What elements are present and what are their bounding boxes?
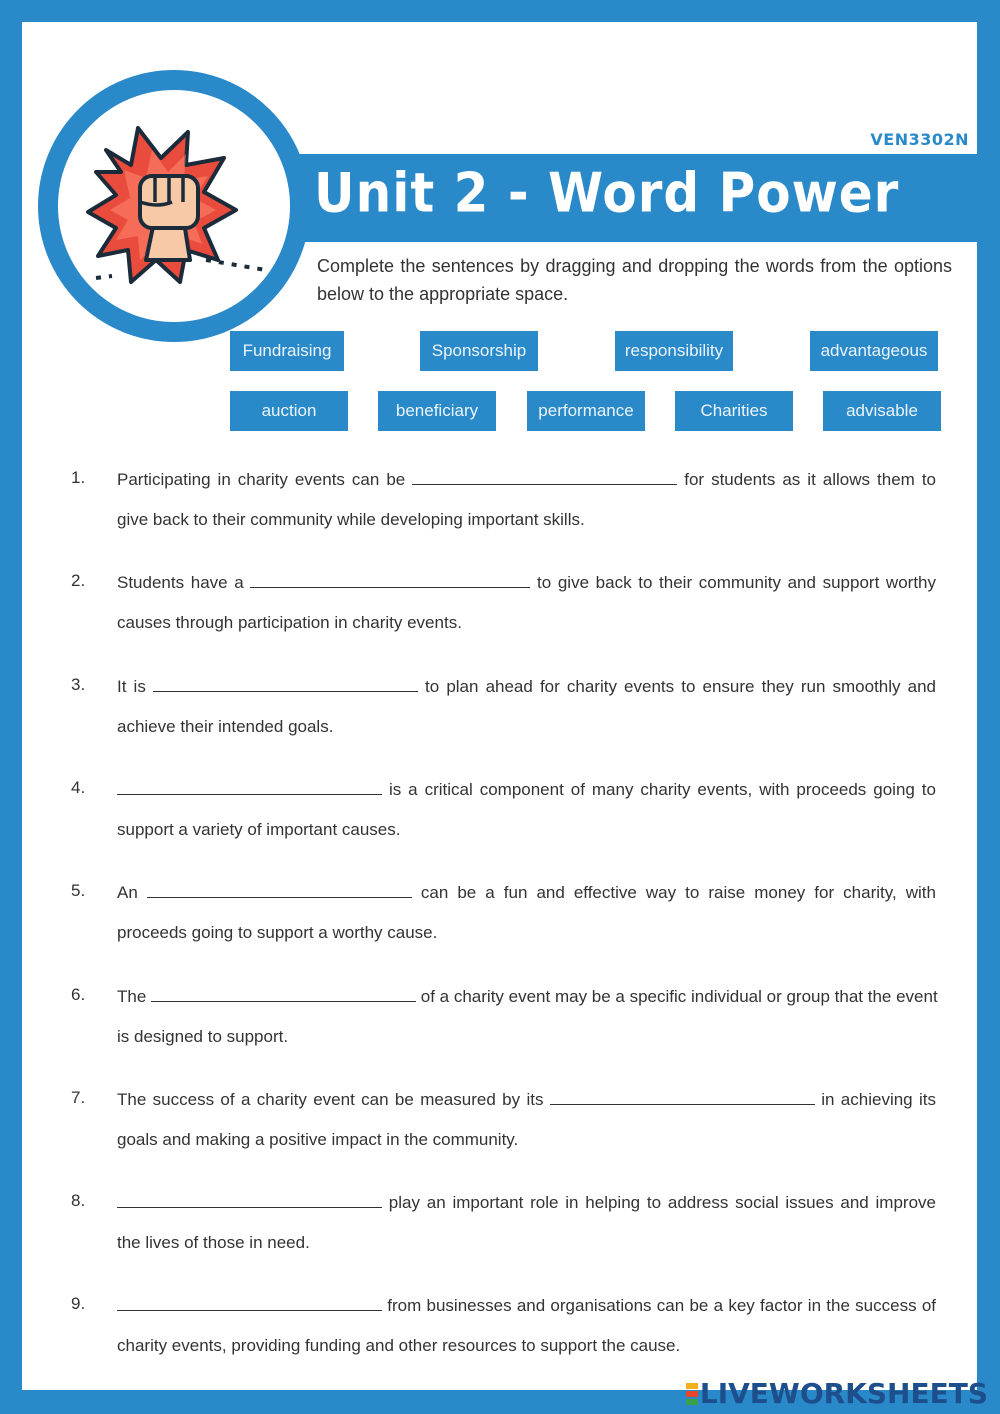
question-sentence bbox=[117, 1086, 936, 1112]
sentence-continuation: charity events, providing funding and other resources to support the cause. bbox=[117, 1336, 681, 1355]
question-number: 3. bbox=[71, 675, 86, 694]
sentence-after: for students as it allows them to bbox=[684, 470, 936, 489]
sentence-after: in achieving its bbox=[821, 1090, 936, 1109]
word-chip-advisable[interactable]: advisable bbox=[823, 391, 941, 431]
word-chip-auction[interactable]: auction bbox=[230, 391, 348, 431]
sentence-before: It is bbox=[117, 677, 146, 696]
question-sentence bbox=[117, 1189, 936, 1215]
sentence-continuation: support a variety of important causes. bbox=[117, 820, 401, 839]
sentence-after: to plan ahead for charity events to ensure they run smoothly and bbox=[425, 677, 936, 696]
question-number: 7. bbox=[71, 1088, 86, 1107]
sentence-before: An bbox=[117, 883, 138, 902]
question-sentence bbox=[117, 983, 936, 1009]
word-chip-performance[interactable]: performance bbox=[527, 391, 645, 431]
sentence-before: Students have a bbox=[117, 573, 244, 592]
sentence-continuation: the lives of those in need. bbox=[117, 1233, 310, 1252]
sentence-continuation: achieve their intended goals. bbox=[117, 717, 334, 736]
sentence-continuation: goals and making a positive impact in the community. bbox=[117, 1130, 519, 1149]
logo-text: LIVEWORKSHEETS bbox=[699, 1377, 988, 1410]
sentence-after: from businesses and organisations can be a key factor in the success of bbox=[387, 1296, 937, 1315]
answer-drop-zone[interactable] bbox=[117, 776, 382, 795]
question-number: 1. bbox=[71, 468, 86, 487]
word-chip-responsibility[interactable]: responsibility bbox=[615, 331, 733, 371]
question-number: 2. bbox=[71, 571, 86, 590]
worksheet-code: VEN3302N bbox=[870, 130, 969, 149]
sentence-after: to give back to their community and support worthy bbox=[537, 573, 937, 592]
answer-drop-zone[interactable] bbox=[412, 466, 677, 485]
question-sentence bbox=[117, 776, 936, 802]
question-number: 4. bbox=[71, 778, 86, 797]
word-chip-sponsorship[interactable]: Sponsorship bbox=[420, 331, 538, 371]
word-chip-fundraising[interactable]: Fundraising bbox=[230, 331, 344, 371]
question-sentence bbox=[117, 879, 936, 905]
answer-drop-zone[interactable] bbox=[250, 569, 530, 588]
question-sentence bbox=[117, 569, 936, 595]
logo-mark-icon bbox=[686, 1382, 698, 1406]
page-title: Unit 2 - Word Power bbox=[314, 162, 900, 225]
question-sentence bbox=[117, 466, 936, 492]
sentence-before: Participating in charity events can be bbox=[117, 470, 406, 489]
sentence-after: is a critical component of many charity events, with proceeds going to bbox=[388, 780, 936, 799]
answer-drop-zone[interactable] bbox=[117, 1189, 382, 1208]
word-chip-advantageous[interactable]: advantageous bbox=[810, 331, 938, 371]
answer-drop-zone[interactable] bbox=[153, 673, 418, 692]
instructions-text: Complete the sentences by dragging and dropping the words from the options below to the appropriate space. bbox=[317, 256, 952, 304]
header-badge bbox=[38, 70, 310, 342]
question-sentence bbox=[117, 1292, 936, 1318]
question-sentence bbox=[117, 673, 936, 699]
sentence-after: can be a fun and effective way to raise money for charity, with bbox=[420, 883, 936, 902]
sentence-continuation: is designed to support. bbox=[117, 1027, 289, 1046]
sentence-continuation: proceeds going to support a worthy cause. bbox=[117, 923, 438, 942]
question-number: 8. bbox=[71, 1191, 86, 1210]
raised-fist-icon bbox=[76, 110, 266, 300]
question-number: 5. bbox=[71, 881, 86, 900]
word-chip-charities[interactable]: Charities bbox=[675, 391, 793, 431]
sentence-continuation: give back to their community while developing important skills. bbox=[117, 510, 585, 529]
question-number: 6. bbox=[71, 985, 86, 1004]
worksheet-page bbox=[22, 22, 977, 1390]
sentence-continuation: causes through participation in charity events. bbox=[117, 613, 462, 632]
sentence-before: The bbox=[117, 987, 147, 1006]
answer-drop-zone[interactable] bbox=[151, 983, 416, 1002]
answer-drop-zone[interactable] bbox=[550, 1086, 815, 1105]
word-chip-beneficiary[interactable]: beneficiary bbox=[378, 391, 496, 431]
question-number: 9. bbox=[71, 1294, 86, 1313]
answer-drop-zone[interactable] bbox=[147, 879, 412, 898]
sentence-after: play an important role in helping to address social issues and improve bbox=[388, 1193, 936, 1212]
sentence-before: The success of a charity event can be measured by its bbox=[117, 1090, 544, 1109]
answer-drop-zone[interactable] bbox=[117, 1292, 382, 1311]
liveworksheets-logo[interactable] bbox=[686, 1377, 988, 1410]
sentence-after: of a charity event may be a specific individual or group that the event bbox=[420, 987, 938, 1006]
